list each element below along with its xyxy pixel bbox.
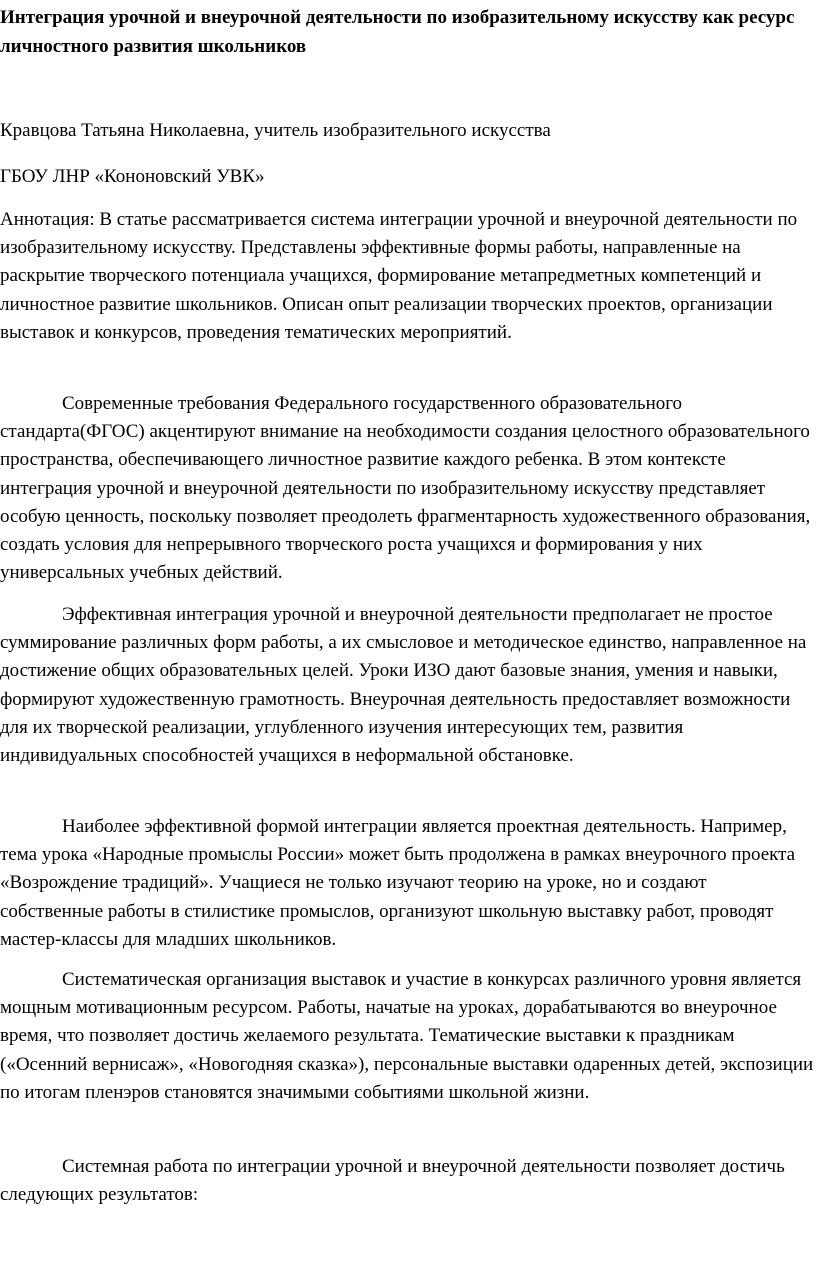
organization-line: ГБОУ ЛНР «Кононовский УВК» bbox=[0, 166, 265, 187]
body-paragraph-3: Наиболее эффективной формой интеграции является проектная деятельность. Например, тема урока «Народные промыслы России» может быть продолжена в рамках внеурочного проекта «Возрождение традиций». Учащиеся не только изучают теорию на уроке, но и создают собственные работы в стилистике промыслов, организуют школьную выставку работ, проводят мастер-классы для младших школьников. bbox=[0, 816, 796, 950]
body-paragraph-4: Систематическая организация выставок и участие в конкурсах различного уровня является мощным мотивационным ресурсом. Работы, начатые на уроках, дорабатываются во внеурочное время, что позволяет достичь желаемого результата. Тематические выставки к праздникам («Осенний вернисаж», «Новогодняя сказка»), персональные выставки одаренных детей, экспозиции по итогам пленэров становятся значимыми событиями школьной жизни. bbox=[0, 969, 814, 1103]
author-line: Кравцова Татьяна Николаевна, учитель изобразительного искусства bbox=[0, 120, 551, 141]
body-paragraph-2: Эффективная интеграция урочной и внеурочной деятельности предполагает не простое суммирование различных форм работы, а их смысловое и методическое единство, направленное на достижение общих образовательных целей. Уроки ИЗО дают базовые знания, умения и навыки, формируют художественную грамотность. Внеурочная деятельность предоставляет возможности для их творческой реализации, углубленного изучения интересующих тем, развития индивидуальных способностей учащихся в неформальной обстановке. bbox=[0, 604, 807, 767]
body-paragraph-1: Современные требования Федерального государственного образовательного стандарта(ФГОС) акцентируют внимание на необходимости создания целостного образовательного пространства, обеспечивающего личностное развитие каждого ребенка. В этом контексте интеграция урочной и внеурочной деятельности по изобразительному искусству представляет особую ценность, поскольку позволяет преодолеть фрагментарность художественного образования, создать условия для непрерывного творческого роста учащихся и формирования у них универсальных учебных действий. bbox=[0, 393, 811, 584]
body-paragraph-5: Системная работа по интеграции урочной и внеурочной деятельности позволяет достичь следующих результатов: bbox=[0, 1156, 785, 1206]
annotation-paragraph: Аннотация: В статье рассматривается система интеграции урочной и внеурочной деятельности по изобразительному искусству. Представлены эффективные формы работы, направленные на раскрытие творческого потенциала учащихся, формирование метапредметных компетенций и личностное развитие школьников. Описан опыт реализации творческих проектов, организации выставок и конкурсов, проведения тематических мероприятий. bbox=[0, 209, 798, 343]
document-title: Интеграция урочной и внеурочной деятельности по изобразительному искусству как ресурс личностного развития школьников bbox=[0, 7, 795, 57]
